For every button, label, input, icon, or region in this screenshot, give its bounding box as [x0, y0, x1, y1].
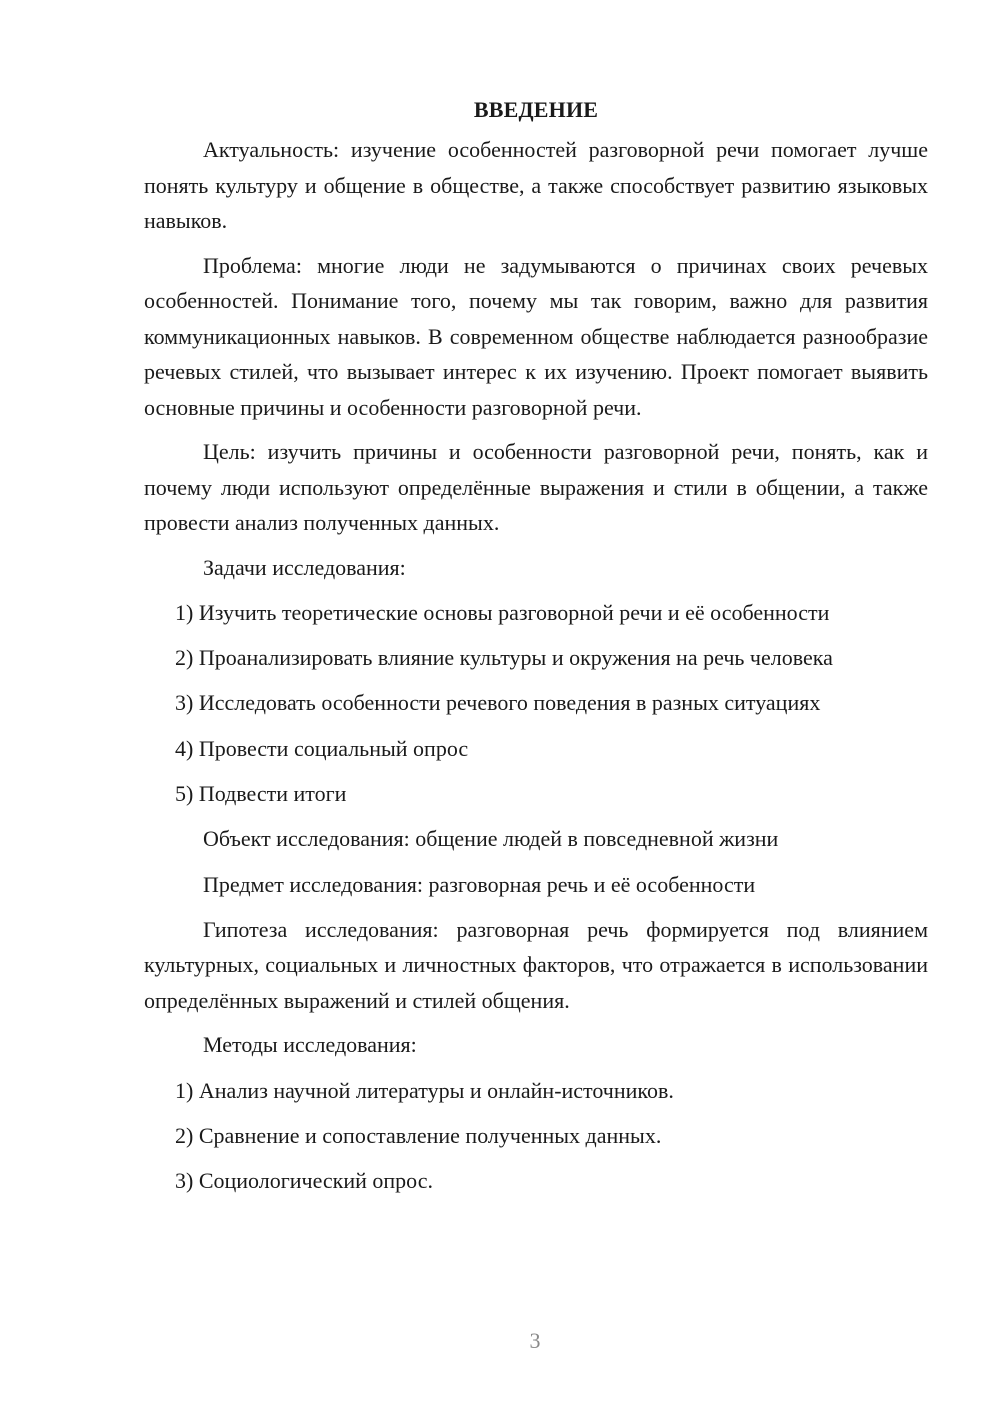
tasks-title: Задачи исследования: — [203, 554, 406, 580]
research-object: Объект исследования: общение людей в повседневной жизни — [203, 826, 779, 852]
goal-paragraph: Цель: изучить причины и особенности разговорной речи, понять, как и почему люди используют определённые выражения и стили в общении, а также провести анализ полученных данных. — [144, 439, 928, 535]
list-item: 5) Подвести итоги — [175, 780, 347, 806]
list-item: 2) Проанализировать влияние культуры и окружения на речь человека — [175, 645, 833, 671]
list-item: 1) Изучить теоретические основы разговорной речи и её особенности — [175, 599, 830, 625]
tasks-list — [144, 595, 928, 812]
list-item: 3) Исследовать особенности речевого поведения в разных ситуациях — [175, 690, 821, 716]
methods-list — [144, 1073, 928, 1200]
document-page — [144, 92, 928, 1209]
hypothesis-paragraph: Гипотеза исследования: разговорная речь формируется под влиянием культурных, социальных и личностных факторов, что отражается в использовании определённых выражений и стилей общения. — [144, 916, 928, 1013]
page-number: 3 — [529, 1328, 541, 1353]
section-heading: ВВЕДЕНИЕ — [473, 97, 599, 122]
problem-paragraph: Проблема: многие люди не задумываются о причинах своих речевых особенностей. Понимание того, почему мы так говорим, важно для развития коммуникационных навыков. В современном обществе наблюдается разнообразие речевых стилей, что вызывает интерес к их изучению. Проект помогает выявить основные причины и особенности разговорной речи. — [144, 252, 928, 420]
list-item: 4) Провести социальный опрос — [175, 735, 469, 761]
research-subject: Предмет исследования: разговорная речь и её особенности — [203, 871, 756, 897]
list-item: 1) Анализ научной литературы и онлайн-источников. — [175, 1077, 674, 1103]
methods-title: Методы исследования: — [203, 1032, 417, 1058]
list-item: 3) Социологический опрос. — [175, 1168, 433, 1194]
list-item: 2) Сравнение и сопоставление полученных данных. — [175, 1122, 662, 1148]
relevance-paragraph: Актуальность: изучение особенностей разговорной речи помогает лучше понять культуру и общение в обществе, а также способствует развитию языковых навыков. — [144, 137, 928, 233]
